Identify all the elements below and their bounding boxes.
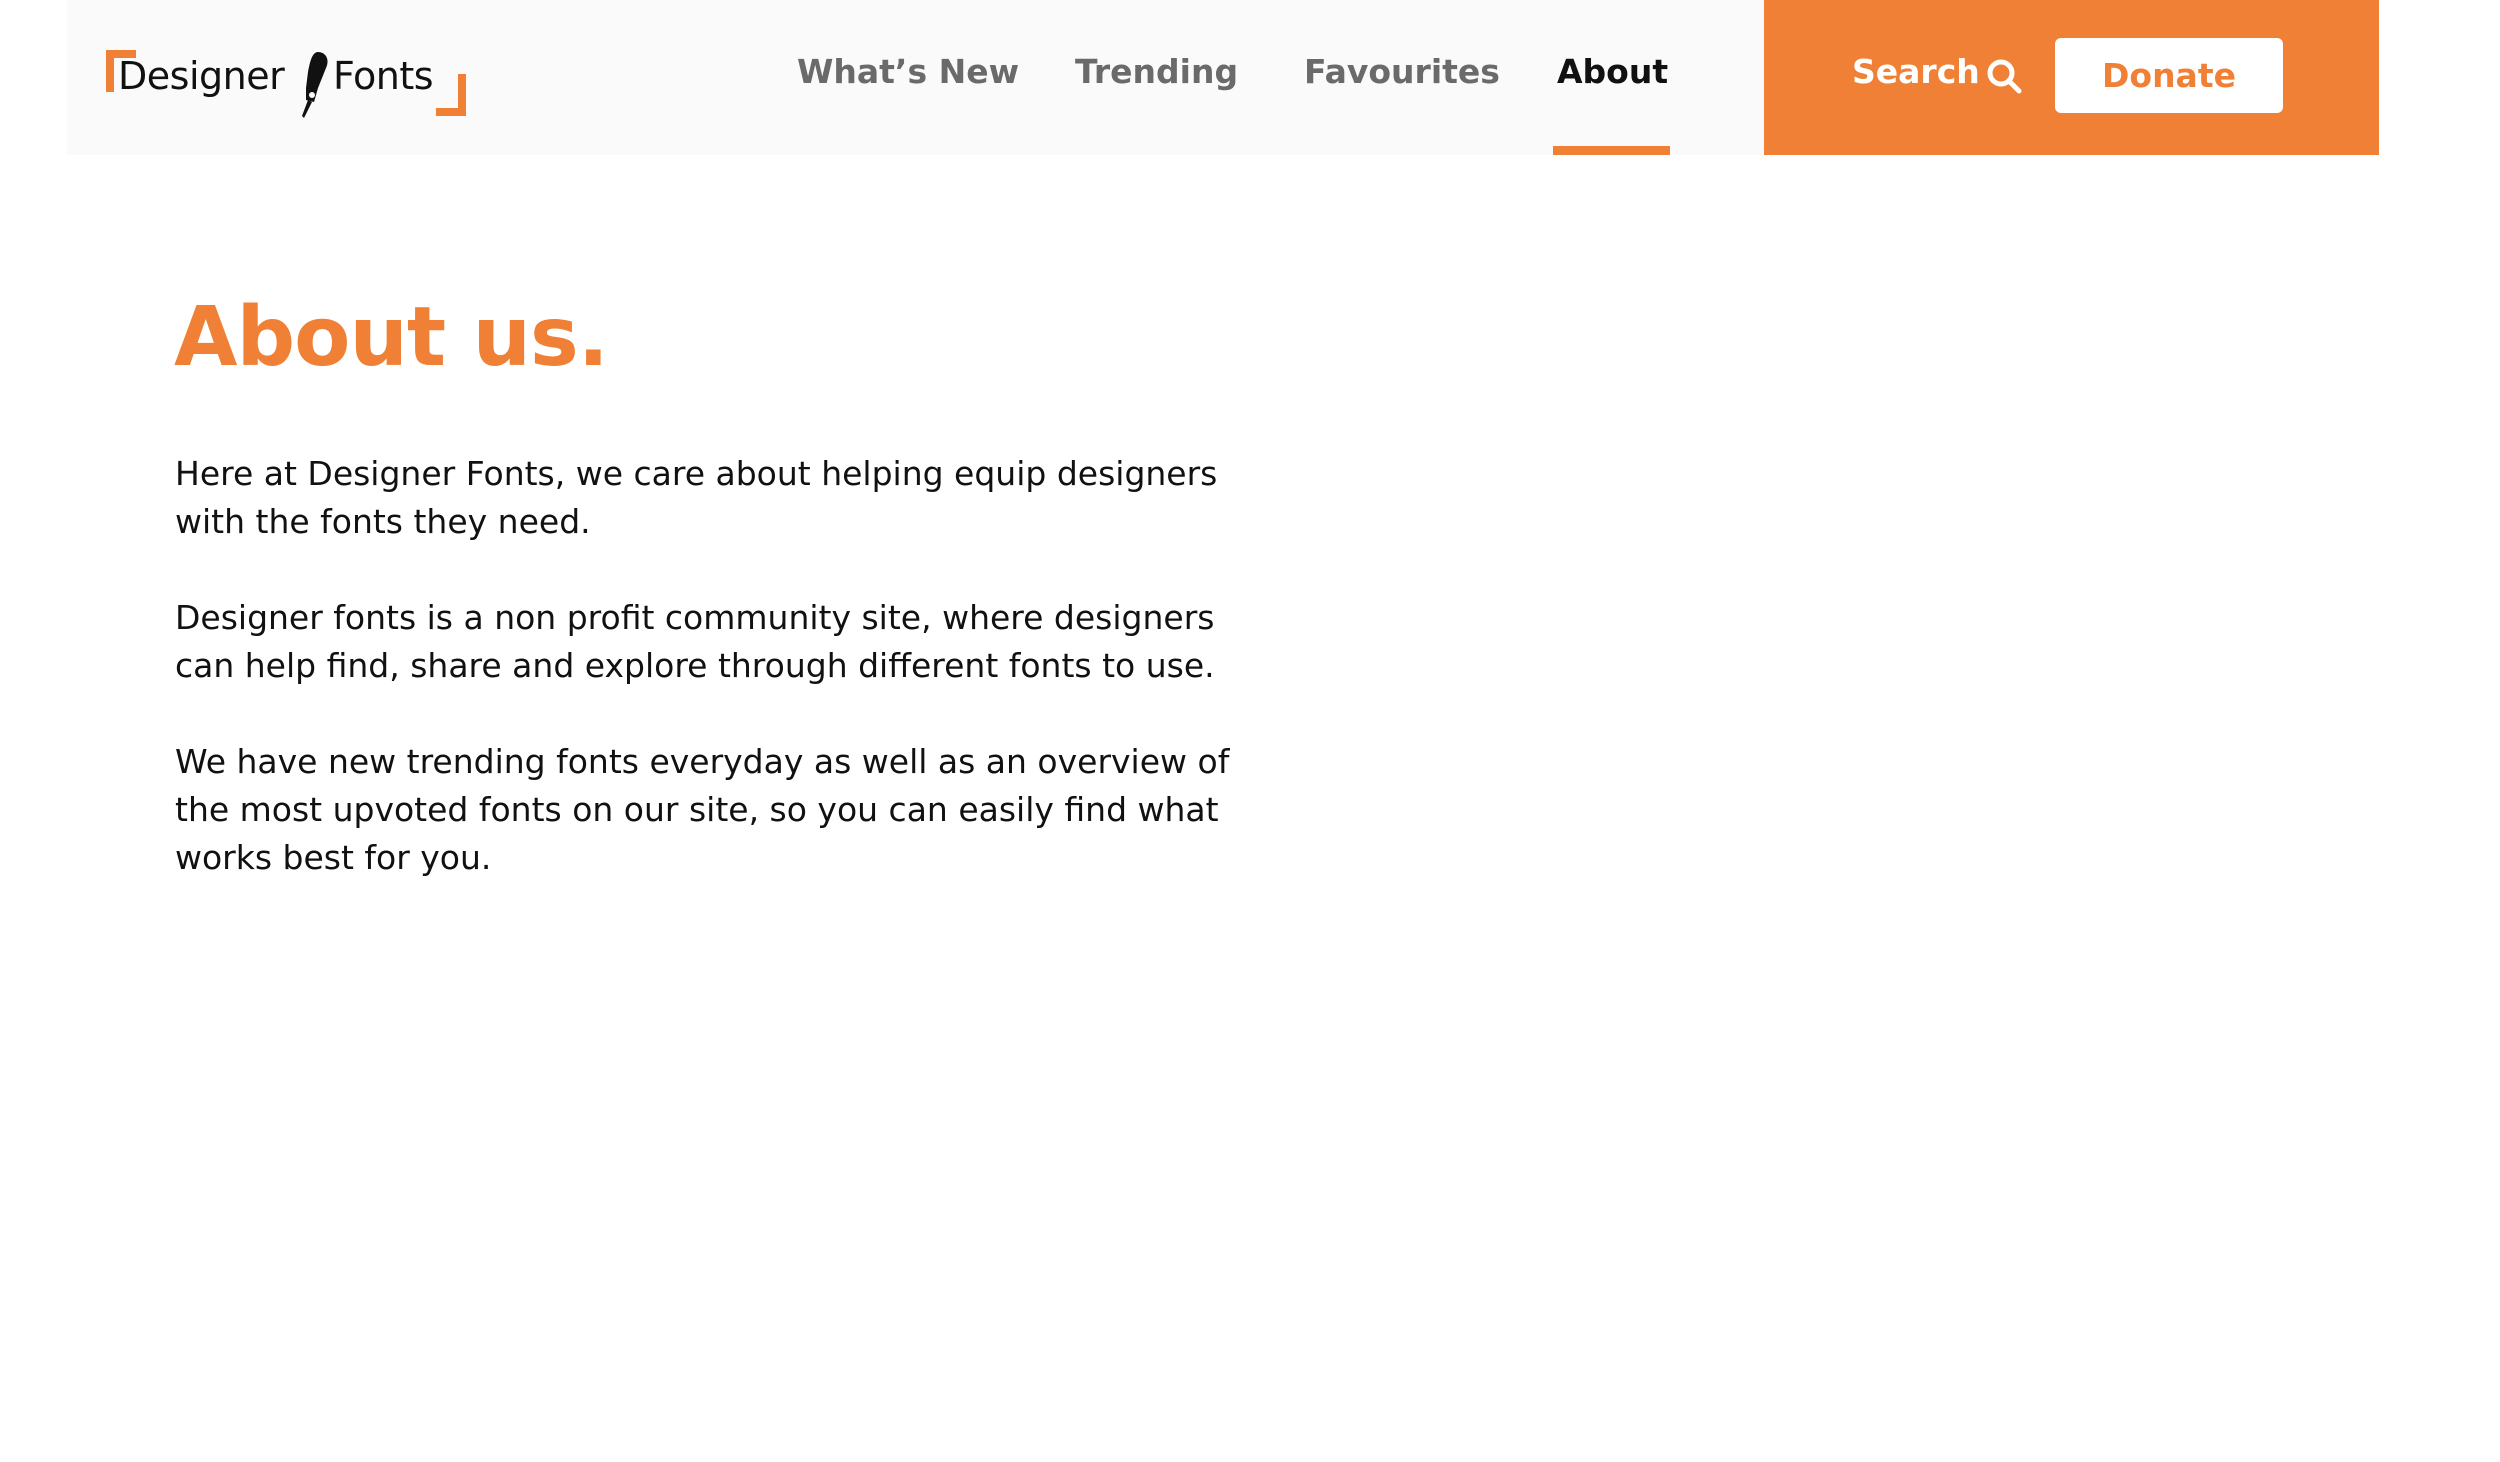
nav-active-indicator [1553, 146, 1670, 155]
search-icon[interactable] [1986, 58, 2022, 94]
about-paragraph: Designer fonts is a non profit community site, where designers can help find, share and explore through different fonts to use. [175, 598, 1215, 685]
donate-button[interactable]: Donate [2055, 38, 2283, 113]
search-button[interactable]: Search [1852, 52, 1980, 91]
about-content [175, 450, 1235, 930]
logo-word-designer: Designer [118, 54, 285, 98]
nav-item-trending[interactable]: Trending [1075, 52, 1239, 91]
about-paragraph: Here at Designer Fonts, we care about helping equip designers with the fonts they need. [175, 454, 1218, 541]
nav-item-favourites[interactable]: Favourites [1304, 52, 1500, 91]
site-logo[interactable] [106, 50, 466, 120]
logo-word-fonts: Fonts [333, 54, 434, 98]
nav-item-about[interactable]: About [1557, 52, 1669, 91]
about-paragraph: We have new trending fonts everyday as well as an overview of the most upvoted fonts on our site, so you can easily find what works best for you. [175, 742, 1230, 877]
nav-item-whats-new[interactable]: What’s New [797, 52, 1020, 91]
pen-nib-icon [292, 50, 332, 120]
logo-bracket-right [436, 74, 466, 116]
page-title: About us. [174, 290, 608, 385]
